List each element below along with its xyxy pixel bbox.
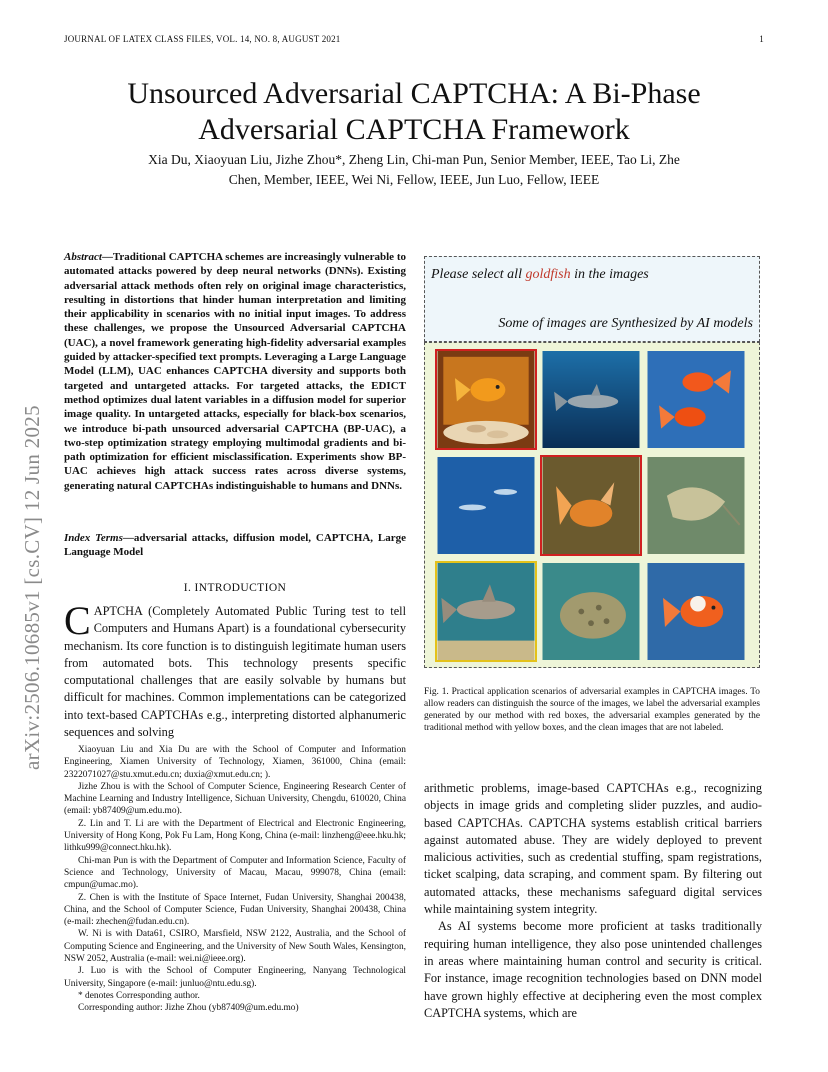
journal-name: JOURNAL OF LATEX CLASS FILES, VOL. 14, NO. 8, AUGUST 2021 [64, 34, 341, 44]
captcha-tile-shark-blue[interactable] [542, 351, 640, 448]
footnote: * denotes Corresponding author. [78, 990, 200, 1001]
index-terms-label: Index Terms [64, 532, 123, 544]
captcha-tile-goldfish-pair[interactable] [647, 351, 745, 448]
captcha-tile-goldfish-murky[interactable] [542, 457, 640, 554]
goldfish-murky-image [542, 457, 640, 554]
footnote: Z. Lin and T. Li are with the Department of Electrical and Electronic Engineering, University of Hong Kong, Pok Fu Lam, Hong Kong, China (e-mail: linzheng@eee.hku.hk; lithku999@connect.hku.hk). [64, 818, 406, 854]
intro-paragraph [64, 598, 406, 741]
right-column-text [424, 780, 762, 1022]
footnote: Jizhe Zhou is with the School of Computer Science, Engineering Research Center of Machine Learning and Industry Intelligence, Sichuan University, Chengdu, 610020, China (email: yb87409@um.edu.mo). [64, 781, 406, 817]
paper-title [50, 76, 778, 148]
paragraph: As AI systems become more proficient at tasks traditionally requiring human intelligence, they also pose unintended challenges in areas where maintaining human control and security is critical. For instance, image recognition technologies based on DNN model have grown highly effective at deciphering even the most complex CAPTCHA systems, which are [424, 919, 762, 1020]
target-word: goldfish [525, 267, 571, 282]
shark-image [542, 351, 640, 448]
figure-1 [424, 256, 760, 666]
abstract-text: —Traditional CAPTCHA schemes are increasingly vulnerable to automated attacks powered by deep neural networks (DNNs). Existing adversarial attack methods often rely on original image characteristics, resulting in distortions that hinder human interpretation and limiting their applicability in scenarios with no initial input images. To address these challenges, we propose the Unsourced Adversarial CAPTCHA (UAC), a novel framework generating high-fidelity adversarial examples guided by attacker-specified text prompts. Leveraging a Large Language Model (LLM), UAC enhances CAPTCHA diversity and supports both targeted and untargeted attacks. For targeted attacks, the EDICT method optimizes dual latent variables in a diffusion model for superior image quality. In untargeted attacks, especially for black-box scenarios, we introduce bi-path unsourced adversarial CAPTCHA (BP-UAC), a two-step optimization strategy employing multimodal gradients and bi-path optimization for efficient misclassification. Experiments show BP-UAC achieves high attack success rates across diverse systems, generating natural CAPTCHAs indistinguishable to humans and DNNs. [64, 251, 406, 492]
captcha-tile-stingray[interactable] [647, 457, 745, 554]
captcha-image-grid [424, 342, 760, 668]
authors-line-1: Xia Du, Xiaoyuan Liu, Jizhe Zhou*, Zheng Lin, Chi-man Pun, Senior Member, IEEE, Tao Li, Zhe [148, 152, 680, 167]
abstract-label: Abstract [64, 251, 102, 263]
captcha-tile-goldfish-bowl[interactable] [437, 351, 535, 448]
running-header [64, 34, 764, 44]
captcha-prompt-box [424, 256, 760, 342]
goldfish-single-image [647, 563, 745, 660]
footnote: W. Ni is with Data61, CSIRO, Marsfield, NSW 2122, Australia, and the School of Computing Science and Engineering, and the University of New South Wales, Kensington, NSW 2052, Australia (e-mail: wei.ni@ieee.org). [64, 929, 406, 965]
drop-cap: C [64, 598, 91, 643]
spotted-ray-image [542, 563, 640, 660]
goldfish-bowl-image [437, 351, 535, 448]
paragraph: arithmetic problems, image-based CAPTCHAs e.g., recognizing objects in image grids and completing slider puzzles, and audio-based CAPTCHAs. CAPTCHA systems establish critical barriers against automated abuse. They are widely deployed to prevent malicious activities, such as credential stuffing, spam registrations, ticket scalping, data scraping, and comment spam. By filtering out automated attacks, these mechanisms safeguard digital services while maintaining system integrity. [424, 781, 762, 917]
captcha-tile-ray-spotted[interactable] [542, 563, 640, 660]
author-list [90, 150, 738, 190]
captcha-note: Some of images are Synthesized by AI models [498, 316, 753, 331]
section-heading: I. INTRODUCTION [183, 582, 287, 594]
footnote: Chi-man Pun is with the Department of Computer and Information Science, Faculty of Science and Technology, University of Macau, Macau, 999078, China (email: cmpun@umac.mo). [64, 855, 406, 891]
goldfish-pair-image [647, 351, 745, 448]
footnote: Z. Chen is with the Institute of Space Internet, Fudan University, Shanghai 200438, China, and the School of Computer Science, Fudan University, Shanghai 200438, China (e-mail: zhechen@fudan.edu.cn). [64, 892, 406, 928]
footnote: J. Luo is with the School of Computer Engineering, Nanyang Technological University, Singapore (e-mail: junluo@ntu.edu.sg). [64, 966, 406, 989]
footnote: Xiaoyuan Liu and Xia Du are with the School of Computer and Information Engineering, Xiamen University of Technology, Xiamen, 361000, China (email: 2322071027@stu.xmut.edu.cn; duxia@xmut.edu.cn; ). [64, 745, 406, 780]
captcha-instruction: Please select all goldfish in the images [431, 267, 649, 282]
title-line-1: Unsourced Adversarial CAPTCHA: A Bi-Phase [127, 77, 701, 110]
captcha-tile-sharks-deep[interactable] [437, 457, 535, 554]
footnotes [64, 744, 406, 1015]
captcha-tile-goldfish-single[interactable] [647, 563, 745, 660]
arxiv-stamp: arXiv:2506.10685v1 [cs.CV] 12 Jun 2025 [20, 405, 44, 770]
authors-line-2: Chen, Member, IEEE, Wei Ni, Fellow, IEEE, Jun Luo, Fellow, IEEE [228, 172, 600, 187]
index-terms-text: —adversarial attacks, diffusion model, CAPTCHA, Large Language Model [64, 532, 406, 559]
footnote: Corresponding author: Jizhe Zhou (yb87409@um.edu.mo) [78, 1003, 299, 1014]
deep-sea-sharks-image [437, 457, 535, 554]
page-number: 1 [759, 34, 764, 44]
captcha-tile-shark-reef[interactable] [437, 563, 535, 660]
index-terms [64, 531, 406, 560]
intro-text: APTCHA (Completely Automated Public Turing test to tell Computers and Humans Apart) is a foundational cybersecurity mechanism. Its core function is to distinguish legitimate human users from automated bots. This technology presents specific computational challenges that are easily solvable by humans but difficult for machines. Common implementations can be categorized into text-based CAPTCHAs e.g., interpreting distorted alphanumeric sequences and solving [64, 604, 406, 740]
abstract [64, 250, 406, 493]
title-line-2: Adversarial CAPTCHA Framework [198, 113, 630, 146]
figure-caption: Fig. 1. Practical application scenarios of adversarial examples in CAPTCHA images. To allow readers can distinguish the source of the images, we label the adversarial examples generated by our method with red boxes, the adversarial examples generated by the traditional method with yellow boxes, and the clean images that are not labeled. [424, 687, 760, 733]
stingray-image [647, 457, 745, 554]
shark-reef-image [437, 563, 535, 660]
